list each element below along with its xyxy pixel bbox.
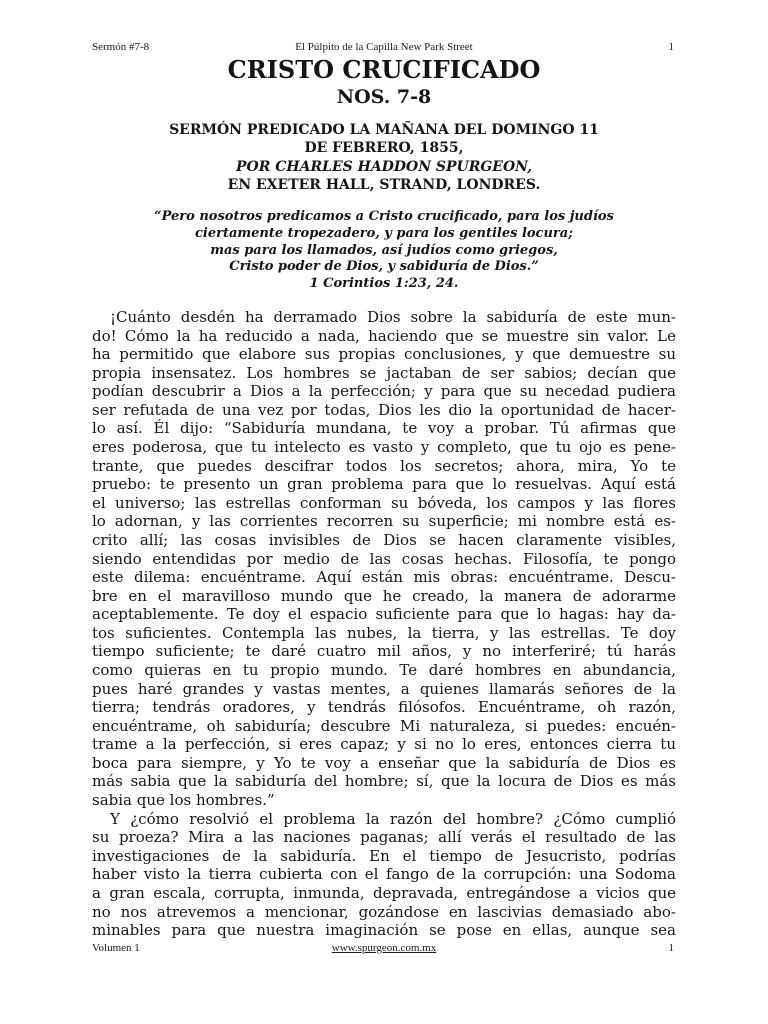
body-line: boca para siempre, y Yo te voy a enseñar que la sabiduría de Dios es bbox=[92, 753, 676, 772]
header-page-number: 1 bbox=[668, 41, 674, 53]
body-line: crito allí; las cosas invisibles de Dios se hacen claramente visibles, bbox=[92, 530, 676, 549]
body-line: lo así. Él dijo: “Sabiduría mundana, te voy a probar. Tú afirmas que bbox=[92, 419, 676, 438]
body-line: ser refutada de una vez por todas, Dios les dio la oportunidad de hacer- bbox=[92, 400, 676, 419]
body-line: pues haré grandes y vastas mentes, a quienes llamarás señores de la bbox=[92, 679, 676, 698]
footer-page-number: 1 bbox=[668, 942, 674, 954]
body-line: siendo entendidas por medio de las cosas hechas. Filosofía, te pongo bbox=[92, 549, 676, 568]
body-line: ha permitido que elabore sus propias conclusiones, y que demuestre su bbox=[92, 345, 676, 364]
epigraph-line: mas para los llamados, así judíos como griegos, bbox=[210, 242, 558, 258]
epigraph-line: “Pero nosotros predicamos a Cristo crucificado, para los judíos bbox=[154, 209, 614, 224]
body-line: como quieras en tu propio mundo. Te daré hombres en abundancia, bbox=[92, 660, 676, 679]
epigraph-reference: 1 Corintios 1:23, 24. bbox=[309, 276, 459, 292]
body-line: haber visto la tierra cubierta con el fango de la corrupción: una Sodoma bbox=[92, 865, 676, 884]
sermon-numbers: NOS. 7-8 bbox=[336, 86, 432, 108]
body-line: encuéntrame, oh sabiduría; descubre Mi naturaleza, si puedes: encuén- bbox=[92, 716, 676, 735]
body-line: investigaciones de la sabiduría. En el tiempo de Jesucristo, podrías bbox=[92, 846, 676, 865]
body-line: tos suficientes. Contempla las nubes, la tierra, y las estrellas. Te doy bbox=[92, 623, 676, 642]
body-line: aceptablemente. Te doy el espacio suficiente para que lo hagas: hay da- bbox=[92, 605, 676, 624]
body-line: a gran escala, corrupta, inmunda, depravada, entregándose a vicios que bbox=[92, 883, 676, 902]
body-line: no nos atrevemos a mencionar, gozándose en lascivias demasiado abo- bbox=[92, 902, 676, 921]
paragraph bbox=[92, 810, 676, 940]
body-line: lo adornan, y las corrientes recorren su superficie; mi nombre está es- bbox=[92, 512, 676, 531]
body-line: su proeza? Mira a las naciones paganas; allí verás el resultado de las bbox=[92, 828, 676, 847]
body-line: el universo; las estrellas conforman su bóveda, los campos y las flores bbox=[92, 493, 676, 512]
body-line: bre en el maravilloso mundo que he creado, la manera de adorarme bbox=[92, 586, 676, 605]
body-line: trame a la perfección, si eres capaz; y si no lo eres, entonces cierra tu bbox=[92, 735, 676, 754]
publication-title: El Púlpito de la Capilla New Park Street bbox=[295, 41, 473, 53]
body-line: sabia que los hombres.” bbox=[92, 791, 275, 810]
body-line: podían descubrir a Dios a la perfección; y para que su necedad pudiera bbox=[92, 382, 676, 401]
body-line: tiempo suficiente; te daré cuatro mil años, y no interferiré; tú harás bbox=[92, 642, 676, 661]
body-line: Y ¿cómo resolvió el problema la razón del hombre? ¿Cómo cumplió bbox=[110, 809, 676, 828]
volume-label: Volumen 1 bbox=[92, 942, 140, 954]
body-line: propia insensatez. Los hombres se jactaban de ser sabios; decían que bbox=[92, 363, 676, 382]
body-line: más sabia que la sabiduría del hombre; sí, que la locura de Dios es más bbox=[92, 772, 676, 791]
sermon-info bbox=[0, 121, 768, 194]
paragraph bbox=[92, 308, 676, 810]
website-link[interactable]: www.spurgeon.com.mx bbox=[331, 942, 437, 954]
body-line: do! Cómo la ha reducido a nada, haciendo que se muestre sin valor. Le bbox=[92, 326, 676, 345]
epigraph-line: ciertamente tropezadero, y para los gentiles locura; bbox=[194, 225, 573, 241]
sermon-title: CRISTO CRUCIFICADO bbox=[227, 55, 541, 84]
body-line: ¡Cuánto desdén ha derramado Dios sobre la sabiduría de este mun- bbox=[110, 308, 676, 326]
body-line: este dilema: encuéntrame. Aquí están mis obras: encuéntrame. Descu- bbox=[92, 568, 676, 587]
epigraph-line: Cristo poder de Dios, y sabiduría de Dios.” bbox=[229, 259, 539, 275]
body-line: eres poderosa, que tu intelecto es vasto y completo, que tu ojo es pene- bbox=[92, 438, 676, 457]
body-text bbox=[92, 308, 676, 940]
body-line: trante, que puedes descifrar todos los secretos; ahora, mira, Yo te bbox=[92, 456, 676, 475]
sermon-author: POR CHARLES HADDON SPURGEON, bbox=[236, 158, 532, 175]
body-line: pruebo: te presento un gran problema para que lo resuelvas. Aquí está bbox=[92, 475, 676, 494]
sermon-info-line: EN EXETER HALL, STRAND, LONDRES. bbox=[227, 176, 541, 193]
running-footer bbox=[92, 941, 676, 955]
sermon-info-line: DE FEBRERO, 1855, bbox=[304, 140, 464, 157]
body-line: minables para que nuestra imaginación se pose en ellas, aunque sea bbox=[92, 921, 676, 940]
epigraph bbox=[0, 209, 768, 293]
body-line: tierra; tendrás oradores, y tendrás filósofos. Encuéntrame, oh razón, bbox=[92, 698, 676, 717]
running-header bbox=[92, 40, 676, 54]
sermon-number: Sermón #7-8 bbox=[92, 41, 150, 53]
sermon-info-line: SERMÓN PREDICADO LA MAÑANA DEL DOMINGO 11 bbox=[169, 122, 599, 138]
